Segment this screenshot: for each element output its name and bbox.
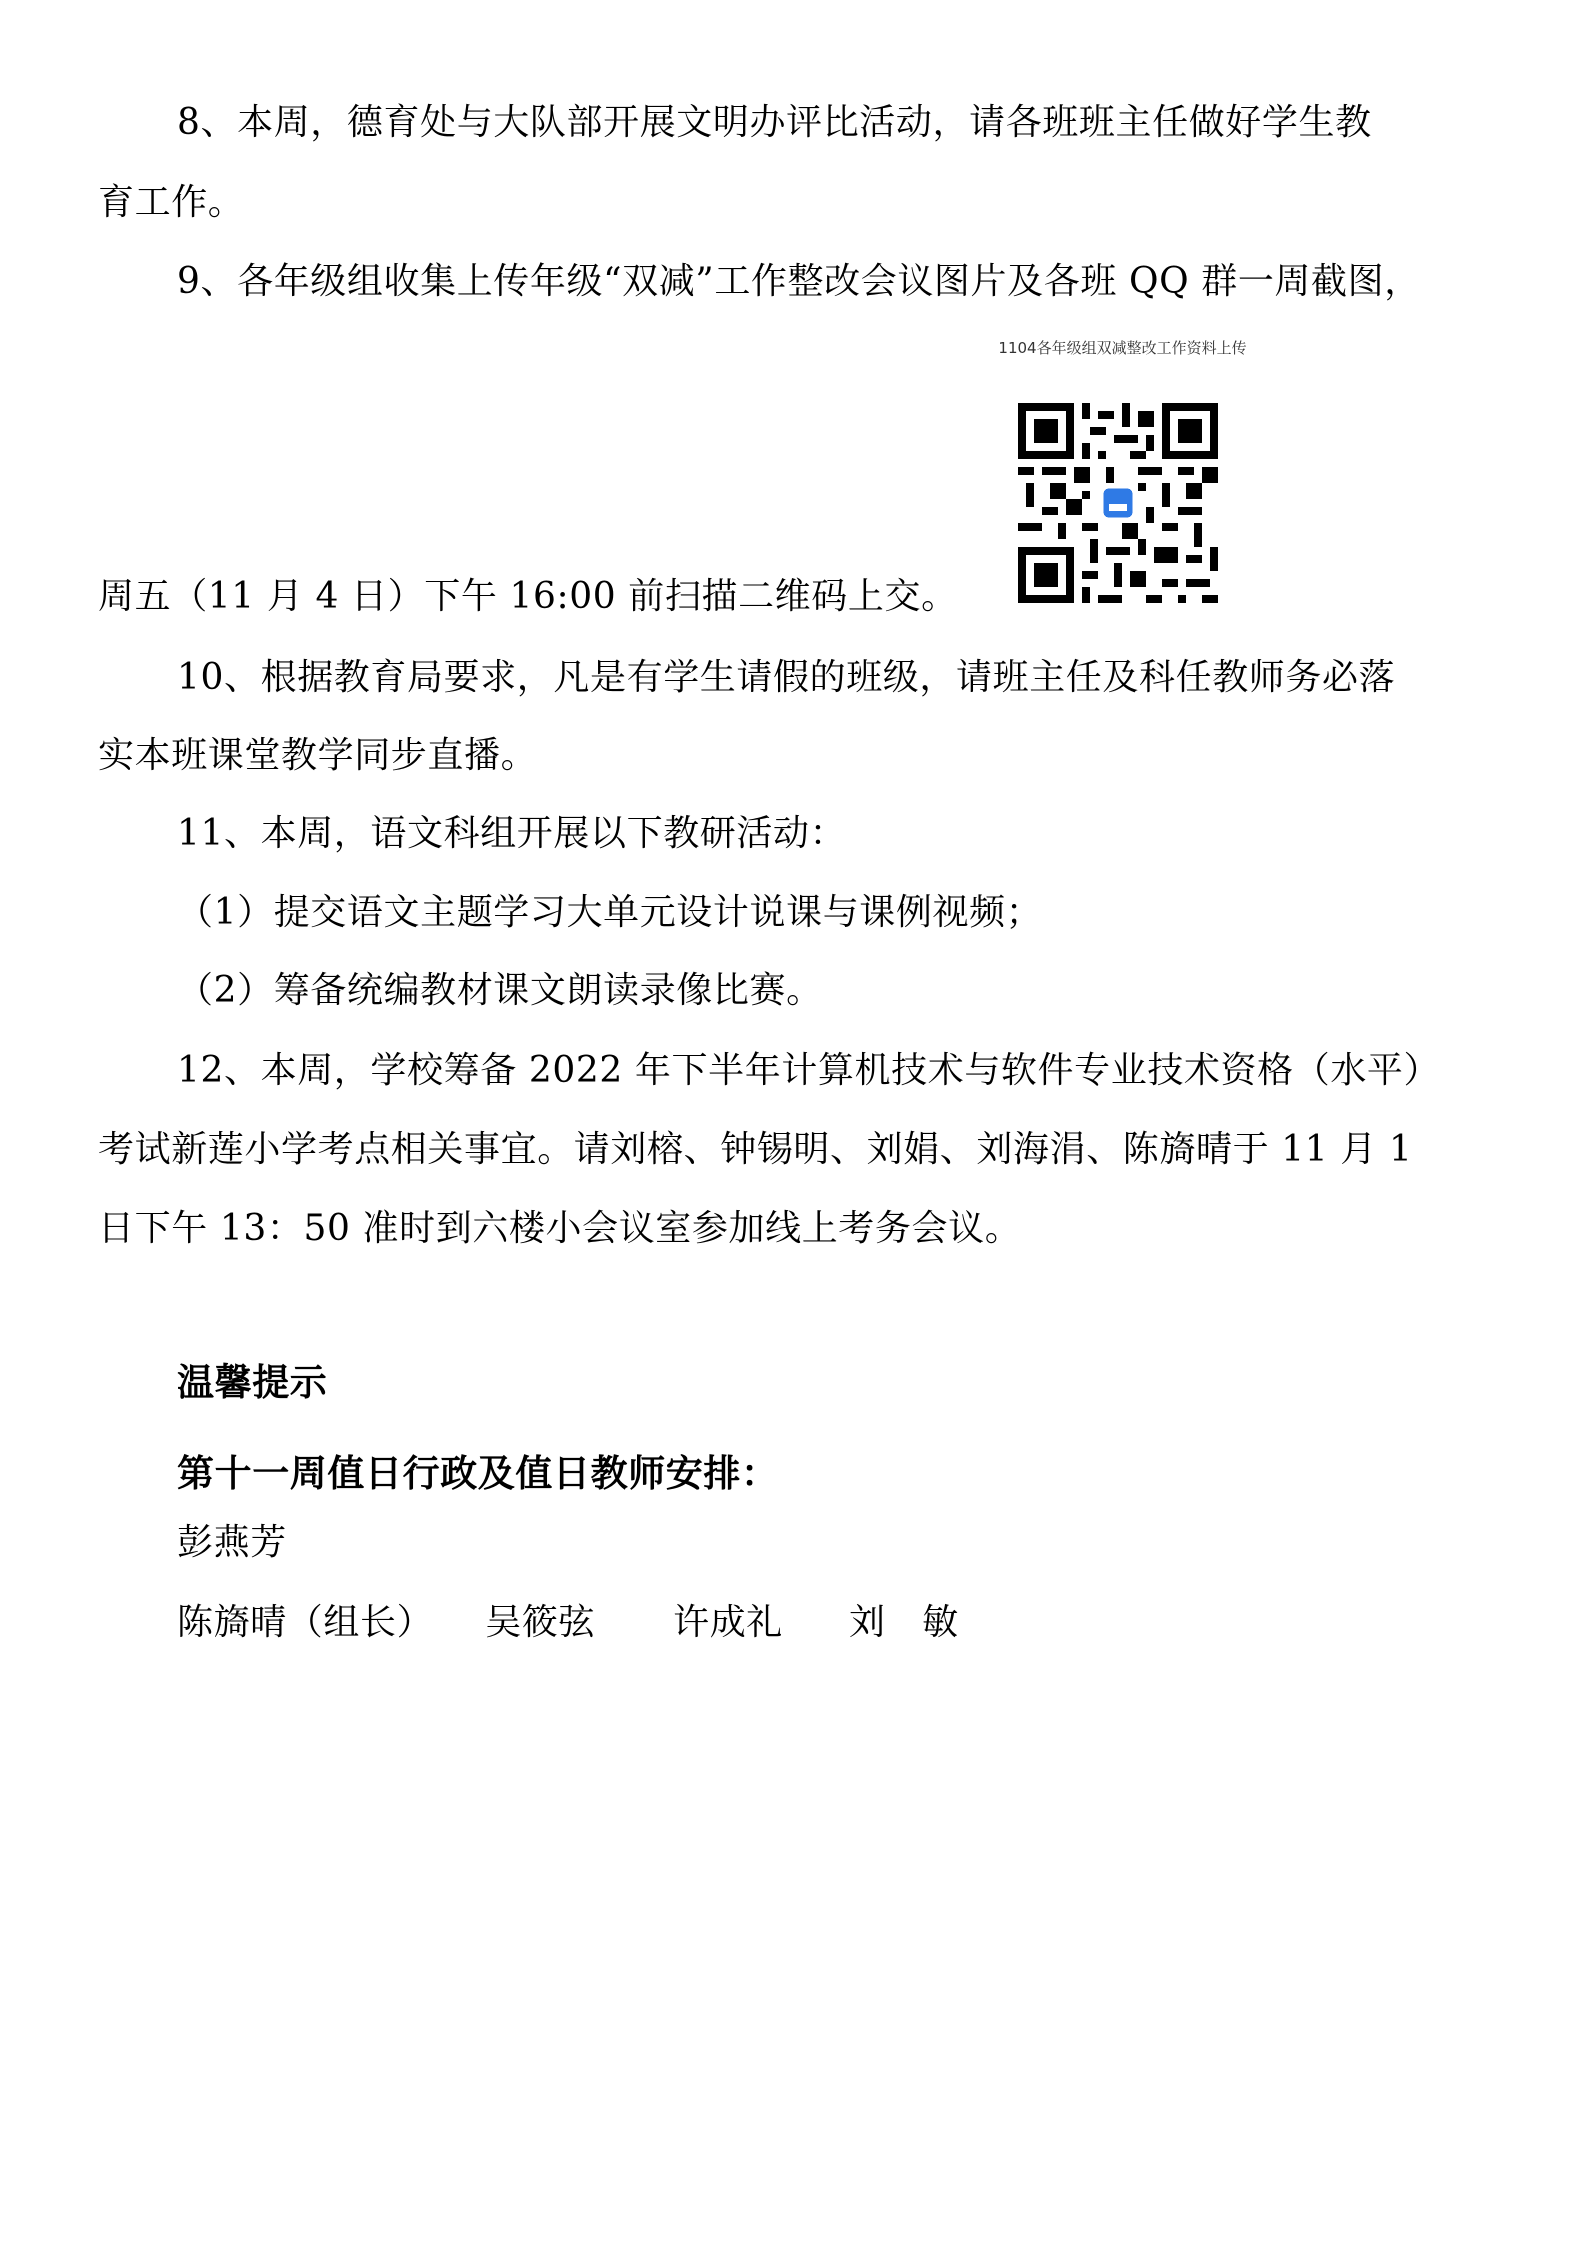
item-9-line-2: 周五（11 月 4 日）下午 16:00 前扫描二维码上交。 [98, 576, 958, 617]
duty-teacher: 许成礼 [673, 1602, 783, 1643]
duty-teachers [177, 1600, 959, 1646]
item-12-line-2: 考试新莲小学考点相关事宜。请刘榕、钟锡明、刘娟、刘海涓、陈旖晴于 11 月 1 [98, 1129, 1413, 1170]
item-12-line-1: 12、本周，学校筹备 2022 年下半年计算机技术与软件专业技术资格（水平） [177, 1050, 1441, 1091]
item-11-line-1: 11、本周，语文科组开展以下教研活动： [177, 813, 847, 854]
qr-code-block[interactable] [985, 338, 1260, 608]
item-8-line-2: 育工作。 [98, 182, 245, 223]
qr-code-icon[interactable] [1018, 403, 1218, 603]
item-10-line-2: 实本班课堂教学同步直播。 [98, 735, 538, 776]
item-11-sub-2: （2）筹备统编教材课文朗读录像比赛。 [177, 970, 823, 1011]
tips-heading: 温馨提示 [177, 1361, 328, 1404]
duty-heading: 第十一周值日行政及值日教师安排： [177, 1452, 779, 1495]
duty-teacher: 吴筱弦 [485, 1602, 596, 1643]
duty-admin: 彭燕芳 [177, 1522, 287, 1563]
item-12-line-3: 日下午 13：50 准时到六楼小会议室参加线上考务会议。 [98, 1208, 1022, 1249]
item-10-line-1: 10、根据教育局要求，凡是有学生请假的班级，请班主任及科任教师务必落 [177, 657, 1396, 698]
item-8-line-1: 8、本周，德育处与大队部开展文明办评比活动，请各班班主任做好学生教 [177, 102, 1372, 143]
item-11-sub-1: （1）提交语文主题学习大单元设计说课与课例视频； [177, 892, 1043, 933]
item-9-line-1: 9、各年级组收集上传年级“双减”工作整改会议图片及各班 QQ 群一周截图， [177, 261, 1421, 302]
duty-teacher-leader: 陈旖晴（组长） [177, 1602, 434, 1643]
qr-caption: 1104各年级组双减整改工作资料上传 [998, 339, 1247, 357]
duty-teacher: 刘 敏 [848, 1602, 959, 1643]
